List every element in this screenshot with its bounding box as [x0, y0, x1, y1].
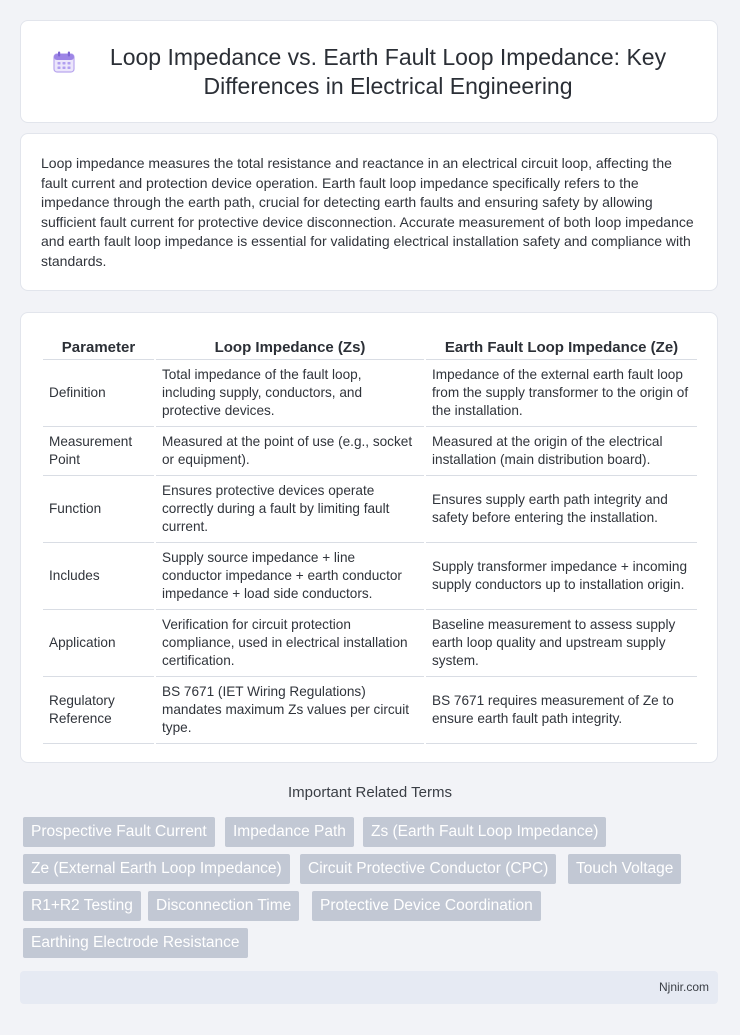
related-term-tag[interactable]: R1+R2 Testing — [23, 891, 141, 921]
header-loop-impedance: Loop Impedance (Zs) — [156, 333, 424, 360]
table-row — [43, 427, 697, 476]
row-zs-value: Verification for circuit protection compliance, used in electrical installation certification. — [156, 610, 424, 677]
intro-paragraph: Loop impedance measures the total resistance and reactance in an electrical circuit loop, affecting the fault current and protection device operation. Earth fault loop impedance specifically refers to the impedance through the earth path, crucial for detecting earth faults and ensuring safety by allowing sufficient fault current for protective device disconnection. Accurate measurement of both loop impedance and earth fault loop impedance is essential for validating electrical installation safety and compliance with standards. — [41, 155, 694, 269]
related-term-tag[interactable]: Disconnection Time — [148, 891, 299, 921]
row-ze-value: Baseline measurement to assess supply earth loop quality and upstream supply system. — [426, 610, 697, 677]
comparison-table-card — [20, 312, 718, 763]
footer-site-name[interactable]: Njnir.com — [658, 980, 709, 994]
row-parameter: Function — [43, 476, 154, 543]
calendar-icon — [51, 49, 77, 75]
row-parameter: Regulatory Reference — [43, 677, 154, 744]
intro-card — [20, 133, 718, 291]
row-parameter: Includes — [43, 543, 154, 610]
table-row — [43, 543, 697, 610]
related-term-tag[interactable]: Zs (Earth Fault Loop Impedance) — [363, 817, 606, 847]
table-header-row — [43, 333, 697, 360]
table-row — [43, 610, 697, 677]
row-ze-value: Impedance of the external earth fault loop from the supply transformer to the origin of the installation. — [426, 360, 697, 427]
header-earth-fault-loop-impedance: Earth Fault Loop Impedance (Ze) — [426, 333, 697, 360]
related-term-tag[interactable]: Earthing Electrode Resistance — [23, 928, 248, 958]
table-row — [43, 476, 697, 543]
footer — [20, 971, 718, 1004]
related-term-tag[interactable]: Ze (External Earth Loop Impedance) — [23, 854, 290, 884]
row-parameter: Application — [43, 610, 154, 677]
row-zs-value: BS 7671 (IET Wiring Regulations) mandates maximum Zs values per circuit type. — [156, 677, 424, 744]
related-term-tag[interactable]: Protective Device Coordination — [312, 891, 541, 921]
row-zs-value: Total impedance of the fault loop, including supply, conductors, and protective devices. — [156, 360, 424, 427]
table-row — [43, 360, 697, 427]
related-term-tag[interactable]: Circuit Protective Conductor (CPC) — [300, 854, 556, 884]
row-zs-value: Supply source impedance + line conductor impedance + earth conductor impedance + load side conductors. — [156, 543, 424, 610]
title-card — [20, 20, 718, 123]
related-terms-title: Important Related Terms — [288, 784, 452, 801]
header-parameter: Parameter — [43, 333, 154, 360]
row-ze-value: Measured at the origin of the electrical installation (main distribution board). — [426, 427, 697, 476]
row-ze-value: Ensures supply earth path integrity and safety before entering the installation. — [426, 476, 697, 543]
related-term-tag[interactable]: Touch Voltage — [568, 854, 681, 884]
related-term-tag[interactable]: Prospective Fault Current — [23, 817, 215, 847]
row-parameter: Definition — [43, 360, 154, 427]
comparison-table — [41, 333, 699, 744]
row-ze-value: Supply transformer impedance + incoming supply conductors up to installation origin. — [426, 543, 697, 610]
row-zs-value: Measured at the point of use (e.g., socket or equipment). — [156, 427, 424, 476]
table-row — [43, 677, 697, 744]
row-zs-value: Ensures protective devices operate correctly during a fault by limiting fault current. — [156, 476, 424, 543]
related-term-tag[interactable]: Impedance Path — [225, 817, 354, 847]
row-ze-value: BS 7671 requires measurement of Ze to ensure earth fault path integrity. — [426, 677, 697, 744]
row-parameter: Measurement Point — [43, 427, 154, 476]
page-title: Loop Impedance vs. Earth Fault Loop Impedance: Key Differences in Electrical Engineering — [109, 43, 667, 99]
